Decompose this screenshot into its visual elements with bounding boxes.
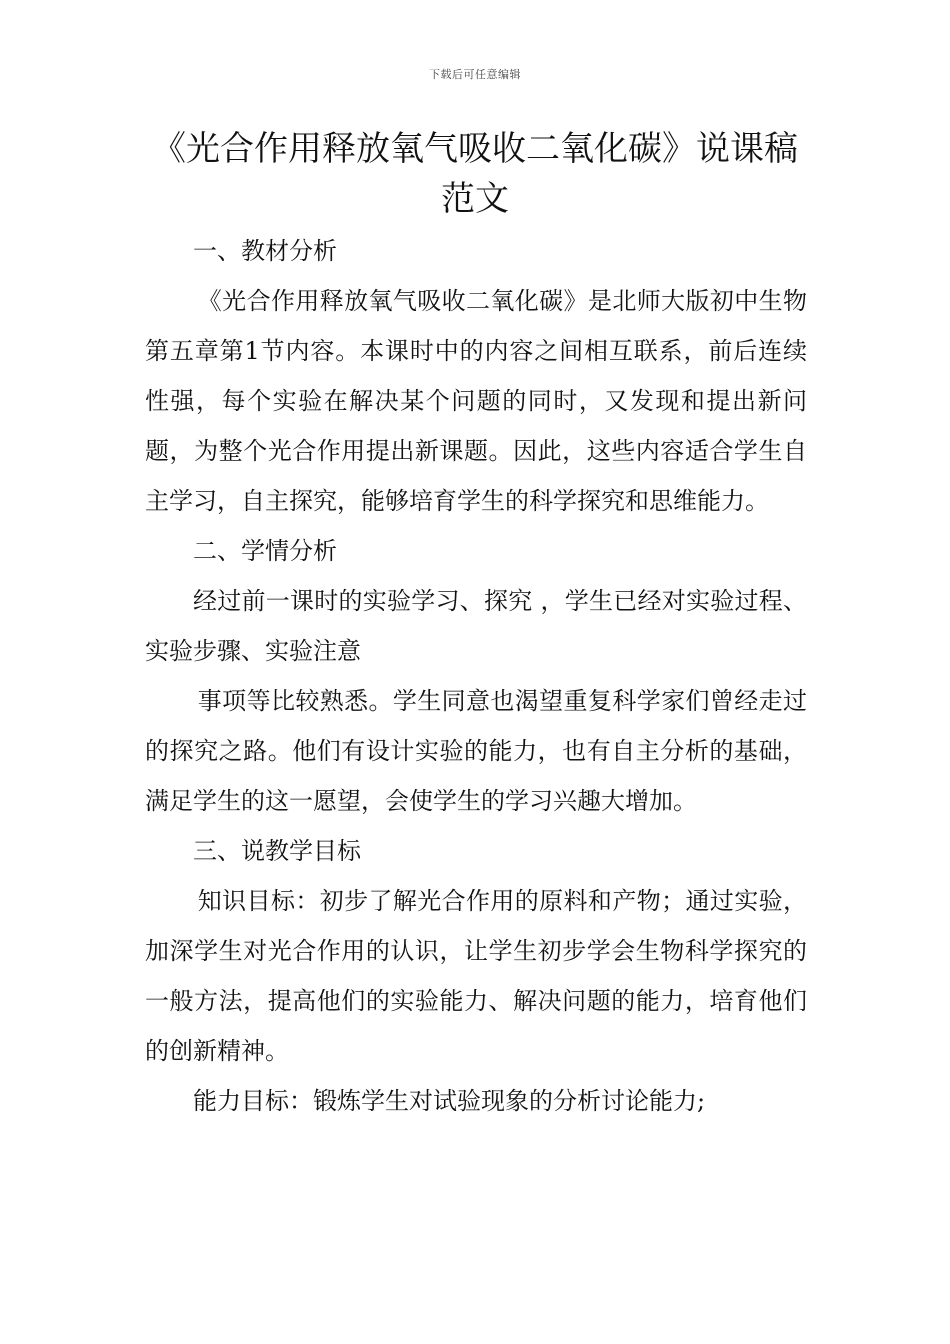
paragraph: 知识目标：初步了解光合作用的原料和产物；通过实验，加深学生对光合作用的认识，让学生初步学会生物科学探究的一般方法，提高他们的实验能力、解决问题的能力，培育他们的创新精神。	[145, 887, 807, 1065]
paragraph: 《光合作用释放氧气吸收二氧化碳》是北师大版初中生物第五章第1节内容。本课时中的内容之间相互联系，前后连续性强，每个实验在解决某个问题的同时，又发现和提出新问题，为整个光合作用提出新课题。因此，这些内容适合学生自主学习，自主探究，能够培育学生的科学探究和思维能力。	[145, 287, 807, 515]
paragraph: 经过前一课时的实验学习、探究 ，学生已经对实验过程、实验步骤、实验注意	[145, 587, 807, 665]
section-heading: 一、教材分析	[193, 237, 337, 265]
section-heading: 三、说教学目标	[193, 837, 361, 865]
paragraph: 能力目标：锻炼学生对试验现象的分析讨论能力;	[193, 1087, 706, 1115]
document-title: 《光合作用释放氧气吸收二氧化碳》说课稿范文	[152, 129, 798, 219]
document-body	[145, 226, 807, 1126]
header-note: 下载后可任意编辑	[429, 68, 521, 81]
paragraph: 事项等比较熟悉。学生同意也渴望重复科学家们曾经走过的探究之路。他们有设计实验的能力，也有自主分析的基础，满足学生的这一愿望，会使学生的学习兴趣大增加。	[145, 687, 807, 815]
section-heading: 二、学情分析	[193, 537, 337, 565]
